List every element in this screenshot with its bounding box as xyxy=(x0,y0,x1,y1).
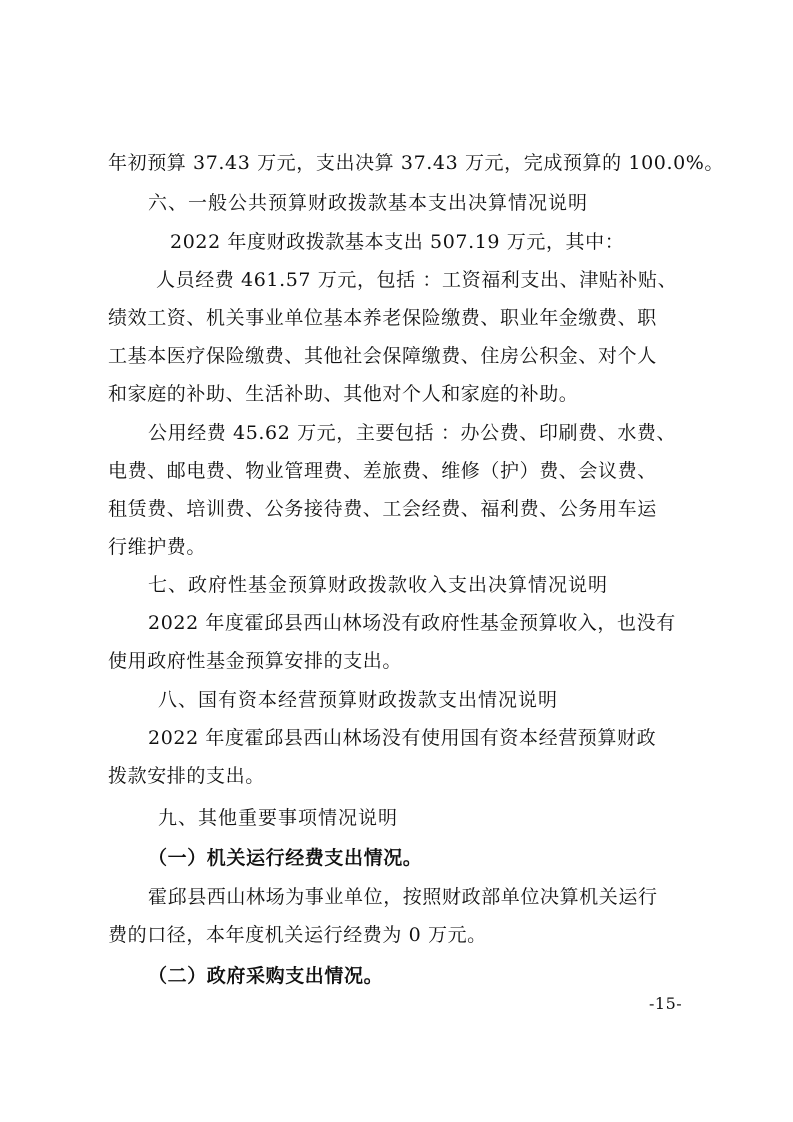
section-heading: 八、国有资本经营预算财政拨款支出情况说明 xyxy=(158,689,559,711)
text-line: 租赁费、培训费、公务接待费、工会经费、福利费、公务用车运 xyxy=(108,498,657,520)
section-heading: 七、政府性基金预算财政拨款收入支出决算情况说明 xyxy=(148,574,609,596)
text-line: 电费、邮电费、物业管理费、差旅费、维修（护）费、会议费、 xyxy=(108,460,657,482)
subsection-heading: （一）机关运行经费支出情况。 xyxy=(148,847,423,869)
section-heading: 六、一般公共预算财政拨款基本支出决算情况说明 xyxy=(148,192,589,214)
text-line: 费的口径，本年度机关运行经费为 0 万元。 xyxy=(108,924,487,946)
text-line: 霍邱县西山林场为事业单位，按照财政部单位决算机关运行 xyxy=(148,886,658,908)
section-heading: 九、其他重要事项情况说明 xyxy=(158,807,399,829)
text-line: 公用经费 45.62 万元，主要包括 ：办公费、印刷费、水费、 xyxy=(148,422,677,444)
text-line: 工基本医疗保险缴费、其他社会保障缴费、住房公积金、对个人 xyxy=(108,345,657,367)
text-line: 2022 年度霍邱县西山林场没有使用国有资本经营预算财政 xyxy=(148,727,657,749)
text-line: 行维护费。 xyxy=(108,536,207,558)
text-line: 年初预算 37.43 万元，支出决算 37.43 万元，完成预算的 100.0%。 xyxy=(108,152,725,174)
text-line: 和家庭的补助、生活补助、其他对个人和家庭的补助。 xyxy=(108,383,579,405)
text-line: 人员经费 461.57 万元，包括 ：工资福利支出、津贴补贴、 xyxy=(156,269,678,291)
subsection-heading: （二）政府采购支出情况。 xyxy=(148,965,384,987)
text-line: 2022 年度霍邱县西山林场没有政府性基金预算收入，也没有 xyxy=(148,612,676,634)
text-line: 2022 年度财政拨款基本支出 507.19 万元，其中： xyxy=(170,231,625,253)
text-line: 使用政府性基金预算安排的支出。 xyxy=(108,650,403,672)
page-number: -15- xyxy=(649,994,683,1013)
text-line: 绩效工资、机关事业单位基本养老保险缴费、职业年金缴费、职 xyxy=(108,307,657,329)
text-line: 拨款安排的支出。 xyxy=(108,765,265,787)
